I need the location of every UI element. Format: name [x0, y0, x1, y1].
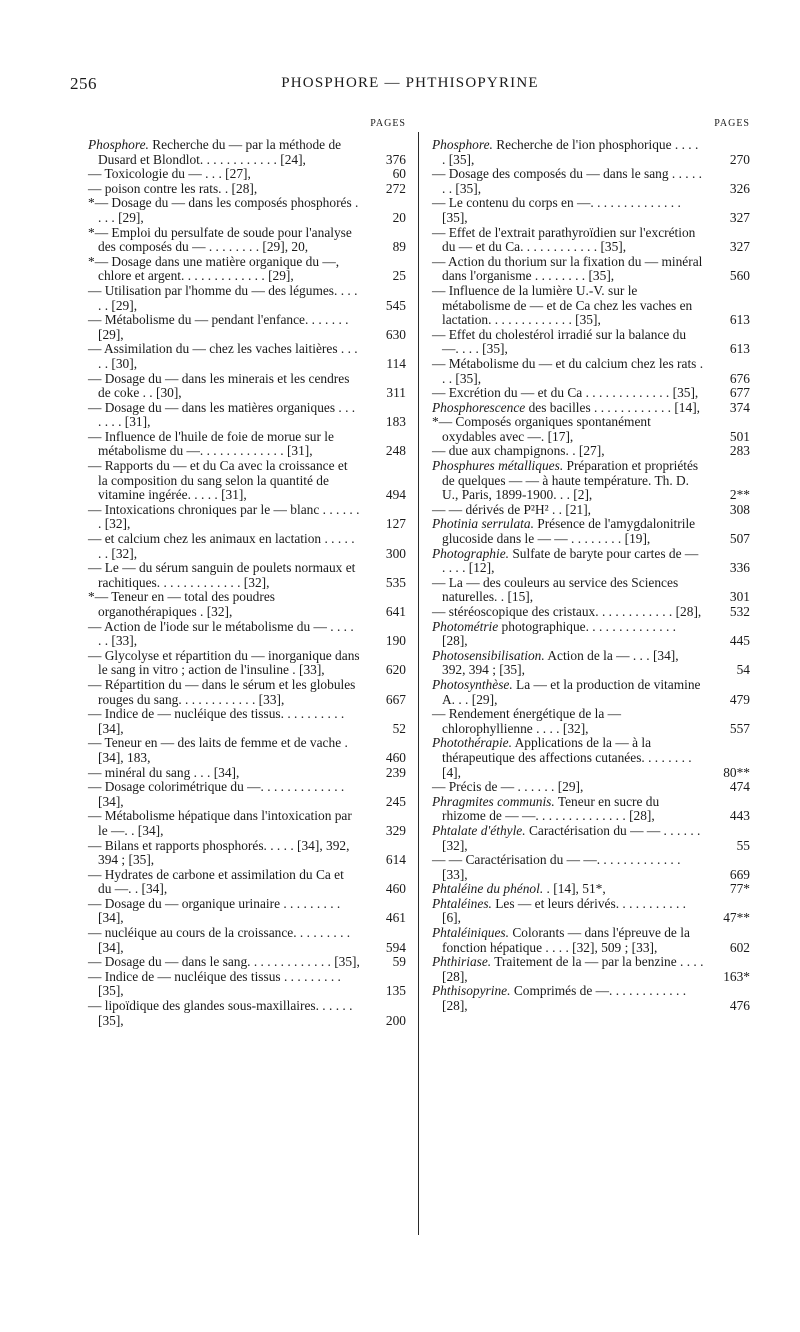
entry-page-number: 200	[385, 1012, 406, 1028]
index-entry	[88, 620, 406, 649]
entry-page-number: 667	[385, 691, 406, 707]
index-entry	[432, 926, 750, 955]
index-entry	[432, 503, 750, 518]
entry-page-number: 308	[729, 501, 750, 517]
index-entry	[88, 255, 406, 284]
index-entry	[432, 853, 750, 882]
entry-page-number: 494	[385, 487, 406, 503]
entry-page-number: 374	[729, 399, 750, 415]
entry-text: Phosphures métalliques. Préparation et propriétés de quelques — — à haute température. Th. D. U., Paris, 1899-1900. . . [2],	[432, 458, 699, 503]
entry-text: — Glycolyse et répartition du — inorganique dans le sang in vitro ; action de l'insuline . [33],	[88, 647, 360, 678]
entry-page-number: 460	[385, 749, 406, 765]
entry-page-number: 327	[729, 239, 750, 255]
index-entry	[432, 328, 750, 357]
entry-page-number: 25	[392, 268, 406, 284]
entry-page-number: 135	[385, 983, 406, 999]
index-entry	[432, 415, 750, 444]
entry-text: *— Emploi du persulfate de soude pour l'analyse des composés du — . . . . . . . . [29], 20,	[88, 224, 352, 255]
index-entry	[88, 532, 406, 561]
entry-headword: Phosphore.	[88, 137, 149, 152]
entry-text: — Répartition du — dans le sérum et les globules rouges du sang. . . . . . . . . . . . [33],	[88, 676, 356, 707]
entry-page-number: 461	[385, 910, 406, 926]
entry-text: — La — des couleurs au service des Sciences naturelles. . [15],	[432, 574, 679, 605]
entry-text: — Métabolisme du — et du calcium chez les rats . . . [35],	[432, 355, 704, 386]
index-entry	[88, 707, 406, 736]
entry-page-number: 326	[729, 180, 750, 196]
entry-text: — Utilisation par l'homme du — des légumes. . . . . . [29],	[88, 282, 358, 313]
index-entry	[432, 386, 750, 401]
entry-page-number: 443	[729, 808, 750, 824]
entry-text: — Action de l'iode sur le métabolisme du — . . . . . . [33],	[88, 618, 354, 649]
index-entry	[88, 809, 406, 838]
entry-text: Photographie. Sulfate de baryte pour cartes de — . . . . [12],	[432, 545, 699, 576]
entry-page-number: 669	[729, 866, 750, 882]
entry-headword: Phosphore.	[432, 137, 493, 152]
entry-text: — Intoxications chroniques par le — blanc . . . . . . . [32],	[88, 501, 360, 532]
entry-text: — Dosage colorimétrique du —. . . . . . . . . . . . . [34],	[88, 779, 345, 809]
entry-text: *— Dosage du — dans les composés phosphorés . . . . [29],	[88, 195, 359, 225]
entry-page-number: 676	[729, 370, 750, 386]
index-entry	[88, 561, 406, 590]
entry-page-number: 270	[729, 151, 750, 167]
index-entry	[432, 255, 750, 284]
index-entry	[432, 459, 750, 503]
index-entry	[88, 167, 406, 182]
entry-page-number: 602	[729, 939, 750, 955]
index-entry	[88, 196, 406, 225]
index-entry	[88, 590, 406, 619]
entry-text: Phragmites communis. Teneur en sucre du rhizome de — —. . . . . . . . . . . . . . [28],	[432, 793, 660, 824]
entry-text: Phtaléines. Les — et leurs dérivés. . . . . . . . . . . [6],	[432, 895, 686, 926]
index-entry	[432, 547, 750, 576]
index-entry	[88, 226, 406, 255]
index-entry	[88, 401, 406, 430]
index-entry	[88, 459, 406, 503]
entry-text: — Rapports du — et du Ca avec la croissance et la composition du sang selon la quantité de vitamine ingérée. . . . . [31],	[88, 458, 348, 503]
entry-text: — Dosage du — dans les minerais et les cendres de coke . . [30],	[88, 370, 350, 401]
entry-headword: Photosensibilisation.	[432, 647, 545, 663]
entry-text: — Influence de l'huile de foie de morue sur le métabolisme du —. . . . . . . . . . . . . [31],	[88, 428, 334, 459]
index-entry	[88, 868, 406, 897]
entry-page-number: 630	[385, 326, 406, 342]
entry-list-left	[88, 138, 406, 1028]
entry-headword: Phtaléines.	[432, 895, 492, 911]
entry-text: — Toxicologie du — . . . [27],	[88, 166, 251, 182]
entry-page-number: 54	[736, 662, 750, 678]
entry-text: *— Teneur en — total des poudres organothérapiques . [32],	[88, 589, 275, 619]
entry-page-number: 239	[385, 764, 406, 780]
index-entry	[88, 138, 406, 167]
index-entry	[432, 897, 750, 926]
index-entry	[88, 430, 406, 459]
entry-text: Photosensibilisation. Action de la — . . . [34], 392, 394 ; [35],	[432, 647, 679, 678]
entry-headword: Phosphorescence	[432, 399, 526, 415]
entry-text: — Indice de — nucléique des tissus. . . . . . . . . . [34],	[88, 706, 345, 736]
entry-text: — — Caractérisation du — —. . . . . . . . . . . . . [33],	[432, 852, 681, 882]
index-entry	[432, 707, 750, 736]
index-entry	[432, 678, 750, 707]
index-entry	[432, 284, 750, 328]
index-entry	[432, 824, 750, 853]
index-entry	[88, 182, 406, 197]
entry-page-number: 613	[729, 341, 750, 357]
entry-text: — Influence de la lumière U.-V. sur le métabolisme de — et de Ca chez les vaches en lactation. . . . . . . . . . . . . [35],	[432, 282, 693, 328]
entry-text: Phtaléine du phénol. . [14], 51*,	[432, 881, 606, 897]
index-entry	[432, 605, 750, 620]
entry-page-number: 89	[392, 239, 406, 255]
entry-text: — Le — du sérum sanguin de poulets normaux et rachitiques. . . . . . . . . . . . . [32],	[88, 560, 356, 590]
entry-text: Phthisopyrine. Comprimés de —. . . . . . . . . . . . [28],	[432, 983, 687, 1014]
entry-text: — stéréoscopique des cristaux. . . . . . . . . . . . [28],	[432, 604, 702, 619]
entry-text: Phtaléiniques. Colorants — dans l'épreuve de la fonction hépatique . . . . [32], 509 ; [33],	[432, 925, 690, 955]
entry-headword: Photométrie	[432, 618, 499, 634]
index-entry	[88, 780, 406, 809]
entry-text: — Hydrates de carbone et assimilation du Ca et du —. . [34],	[88, 866, 344, 897]
entry-page-number: 507	[729, 531, 750, 547]
entry-page-number: 77*	[729, 881, 750, 897]
index-entry	[88, 649, 406, 678]
entry-text: *— Dosage dans une matière organique du —, chlore et argent. . . . . . . . . . . . . [29],	[88, 253, 340, 284]
entry-page-number: 594	[385, 939, 406, 955]
entry-text: — due aux champignons. . [27],	[432, 443, 605, 459]
index-entry	[88, 342, 406, 371]
entry-page-number: 460	[385, 881, 406, 897]
index-entry	[432, 357, 750, 386]
index-entry	[432, 955, 750, 984]
page-number: 256	[70, 74, 97, 93]
index-entry	[432, 196, 750, 225]
entry-text: — nucléique au cours de la croissance. . . . . . . . . [34],	[88, 925, 351, 955]
entry-text: — Dosage du — dans les matières organiques . . . . . . . [31],	[88, 399, 356, 430]
entry-page-number: 127	[385, 516, 406, 532]
entry-text: — et calcium chez les animaux en lactation . . . . . . . [32],	[88, 531, 355, 561]
entry-page-number: 560	[729, 268, 750, 284]
index-column-right	[432, 118, 750, 1014]
entry-page-number: 614	[385, 852, 406, 868]
index-entry	[88, 372, 406, 401]
index-entry	[432, 167, 750, 196]
index-entry	[88, 955, 406, 970]
entry-page-number: 163*	[723, 968, 750, 984]
entry-text: — Dosage du — organique urinaire . . . . . . . . . [34],	[88, 895, 341, 926]
entry-page-number: 248	[385, 443, 406, 459]
index-entry	[432, 226, 750, 255]
entry-page-number: 677	[729, 385, 750, 401]
entry-text: Photosynthèse. La — et la production de vitamine A. . . [29],	[432, 676, 701, 707]
entry-text: — Métabolisme hépatique dans l'intoxication par le —. . [34],	[88, 808, 352, 838]
index-column-left	[88, 118, 406, 1028]
index-entry	[88, 926, 406, 955]
entry-headword: Photosynthèse.	[432, 676, 513, 692]
entry-page-number: 283	[729, 443, 750, 459]
index-entry	[432, 517, 750, 546]
entry-text: — Précis de — . . . . . . [29],	[432, 779, 584, 795]
entry-page-number: 114	[386, 355, 406, 371]
entry-page-number: 329	[385, 822, 406, 838]
entry-page-number: 445	[729, 633, 750, 649]
index-entry	[88, 839, 406, 868]
entry-page-number: 557	[729, 720, 750, 736]
index-entry	[88, 736, 406, 765]
entry-headword: Phtaléiniques.	[432, 925, 509, 941]
entry-headword: Photothérapie.	[432, 735, 512, 751]
index-entry	[88, 678, 406, 707]
index-entry	[88, 313, 406, 342]
index-entry	[432, 576, 750, 605]
entry-page-number: 59	[392, 954, 406, 970]
entry-page-number: 641	[385, 604, 406, 619]
entry-page-number: 55	[736, 837, 750, 853]
entry-page-number: 272	[385, 180, 406, 196]
entry-page-number: 60	[392, 166, 406, 182]
index-entry	[432, 138, 750, 167]
entry-page-number: 535	[385, 574, 406, 590]
entry-page-number: 183	[385, 414, 406, 430]
entry-text: — Assimilation du — chez les vaches laitières . . . . . [30],	[88, 341, 358, 371]
entry-page-number: 245	[385, 793, 406, 809]
entry-text: — Effet de l'extrait parathyroïdien sur l'excrétion du — et du Ca. . . . . . . . . . . . [35],	[432, 224, 696, 255]
entry-text: Phtalate d'éthyle. Caractérisation du — — . . . . . . [32],	[432, 822, 701, 853]
entry-text: — poison contre les rats. . [28],	[88, 180, 258, 196]
entry-text: *— Composés organiques spontanément oxydables avec —. [17],	[432, 414, 651, 444]
entry-text: — Action du thorium sur la fixation du — minéral dans l'organisme . . . . . . . . [35],	[432, 253, 703, 284]
index-entry	[88, 766, 406, 781]
entry-page-number: 47**	[723, 910, 750, 926]
entry-page-number: 613	[729, 312, 750, 328]
entry-page-number: 620	[385, 662, 406, 678]
index-entry	[432, 795, 750, 824]
entry-text: Phosphore. Recherche de l'ion phosphorique . . . . . [35],	[432, 137, 699, 167]
entry-page-number: 501	[729, 428, 750, 444]
index-entry	[432, 882, 750, 897]
index-entry	[432, 736, 750, 780]
running-title: PHOSPHORE — PHTHISOPYRINE	[281, 75, 539, 91]
entry-text: — Métabolisme du — pendant l'enfance. . . . . . . [29],	[88, 312, 349, 342]
entry-text: — Rendement énergétique de la — chlorophyllienne . . . . [32],	[432, 706, 622, 736]
index-entry	[432, 780, 750, 795]
entry-text: — Teneur en — des laits de femme et de vache . [34], 183,	[88, 735, 348, 765]
index-entry	[432, 620, 750, 649]
entry-text: — Le contenu du corps en —. . . . . . . . . . . . . . [35],	[432, 195, 681, 225]
entry-headword: Photographie.	[432, 545, 509, 561]
entry-page-number: 327	[729, 209, 750, 225]
index-entry	[88, 284, 406, 313]
entry-page-number: 545	[385, 297, 406, 313]
entry-text: Photométrie photographique. . . . . . . . . . . . . . [28],	[432, 618, 676, 649]
entry-headword: Photinia serrulata.	[432, 516, 534, 532]
index-entry	[88, 970, 406, 999]
entry-text: — Dosage du — dans le sang. . . . . . . . . . . . . [35],	[88, 954, 360, 970]
entry-text: — lipoïdique des glandes sous-maxillaires. . . . . . [35],	[88, 998, 353, 1028]
pages-column-label: PAGES	[370, 118, 406, 129]
entry-text: — Effet du cholestérol irradié sur la balance du —. . . . [35],	[432, 326, 687, 357]
index-entry	[432, 401, 750, 416]
entry-page-number: 532	[729, 604, 750, 619]
entry-text: Phosphorescence des bacilles . . . . . . . . . . . . [14],	[432, 399, 701, 415]
entry-text: — — dérivés de P²H² . . [21],	[432, 501, 592, 517]
entry-headword: Phosphures métalliques.	[432, 458, 564, 474]
entry-page-number: 20	[392, 209, 406, 225]
entry-page-number: 336	[729, 560, 750, 576]
entry-text: Phosphore. Recherche du — par la méthode de Dusard et Blondlot. . . . . . . . . . . . [24],	[88, 137, 342, 167]
entry-headword: Phthiriase.	[432, 954, 492, 970]
entry-page-number: 300	[385, 545, 406, 561]
entry-page-number: 476	[729, 998, 750, 1014]
entry-text: — Bilans et rapports phosphorés. . . . . [34], 392, 394 ; [35],	[88, 837, 350, 868]
entry-page-number: 80**	[723, 764, 750, 780]
index-entry	[432, 649, 750, 678]
entry-text: Phthiriase. Traitement de la — par la benzine . . . . [28],	[432, 954, 704, 984]
entry-page-number: 301	[729, 589, 750, 605]
pages-column-label: PAGES	[714, 118, 750, 129]
index-entry	[432, 984, 750, 1013]
index-entry	[88, 503, 406, 532]
column-divider	[418, 132, 419, 1235]
entry-list-right	[432, 138, 750, 1014]
page-header	[70, 74, 750, 94]
entry-headword: Phragmites communis.	[432, 793, 555, 809]
entry-page-number: 474	[729, 779, 750, 795]
index-entry	[88, 999, 406, 1028]
index-entry	[432, 444, 750, 459]
entry-page-number: 52	[392, 720, 406, 736]
entry-text: — Indice de — nucléique des tissus . . . . . . . . . [35],	[88, 968, 341, 999]
entry-headword: Phtalate d'éthyle.	[432, 822, 526, 838]
entry-page-number: 2**	[729, 487, 750, 503]
entry-headword: Phtaléine du phénol.	[432, 881, 544, 897]
entry-text: — minéral du sang . . . [34],	[88, 764, 240, 780]
entry-text: — Dosage des composés du — dans le sang . . . . . . . [35],	[432, 166, 703, 196]
entry-page-number: 479	[729, 691, 750, 707]
entry-page-number: 311	[386, 385, 406, 401]
entry-text: Photinia serrulata. Présence de l'amygdalonitrile glucoside dans le — — . . . . . . . . [19],	[432, 516, 696, 547]
index-entry	[88, 897, 406, 926]
entry-headword: Phthisopyrine.	[432, 983, 511, 999]
entry-text: Photothérapie. Applications de la — à la thérapeutique des affections cutanées. . . . . . . . [4],	[432, 735, 692, 780]
entry-page-number: 190	[385, 633, 406, 649]
entry-page-number: 376	[385, 151, 406, 167]
entry-text: — Excrétion du — et du Ca . . . . . . . . . . . . . [35],	[432, 385, 699, 401]
